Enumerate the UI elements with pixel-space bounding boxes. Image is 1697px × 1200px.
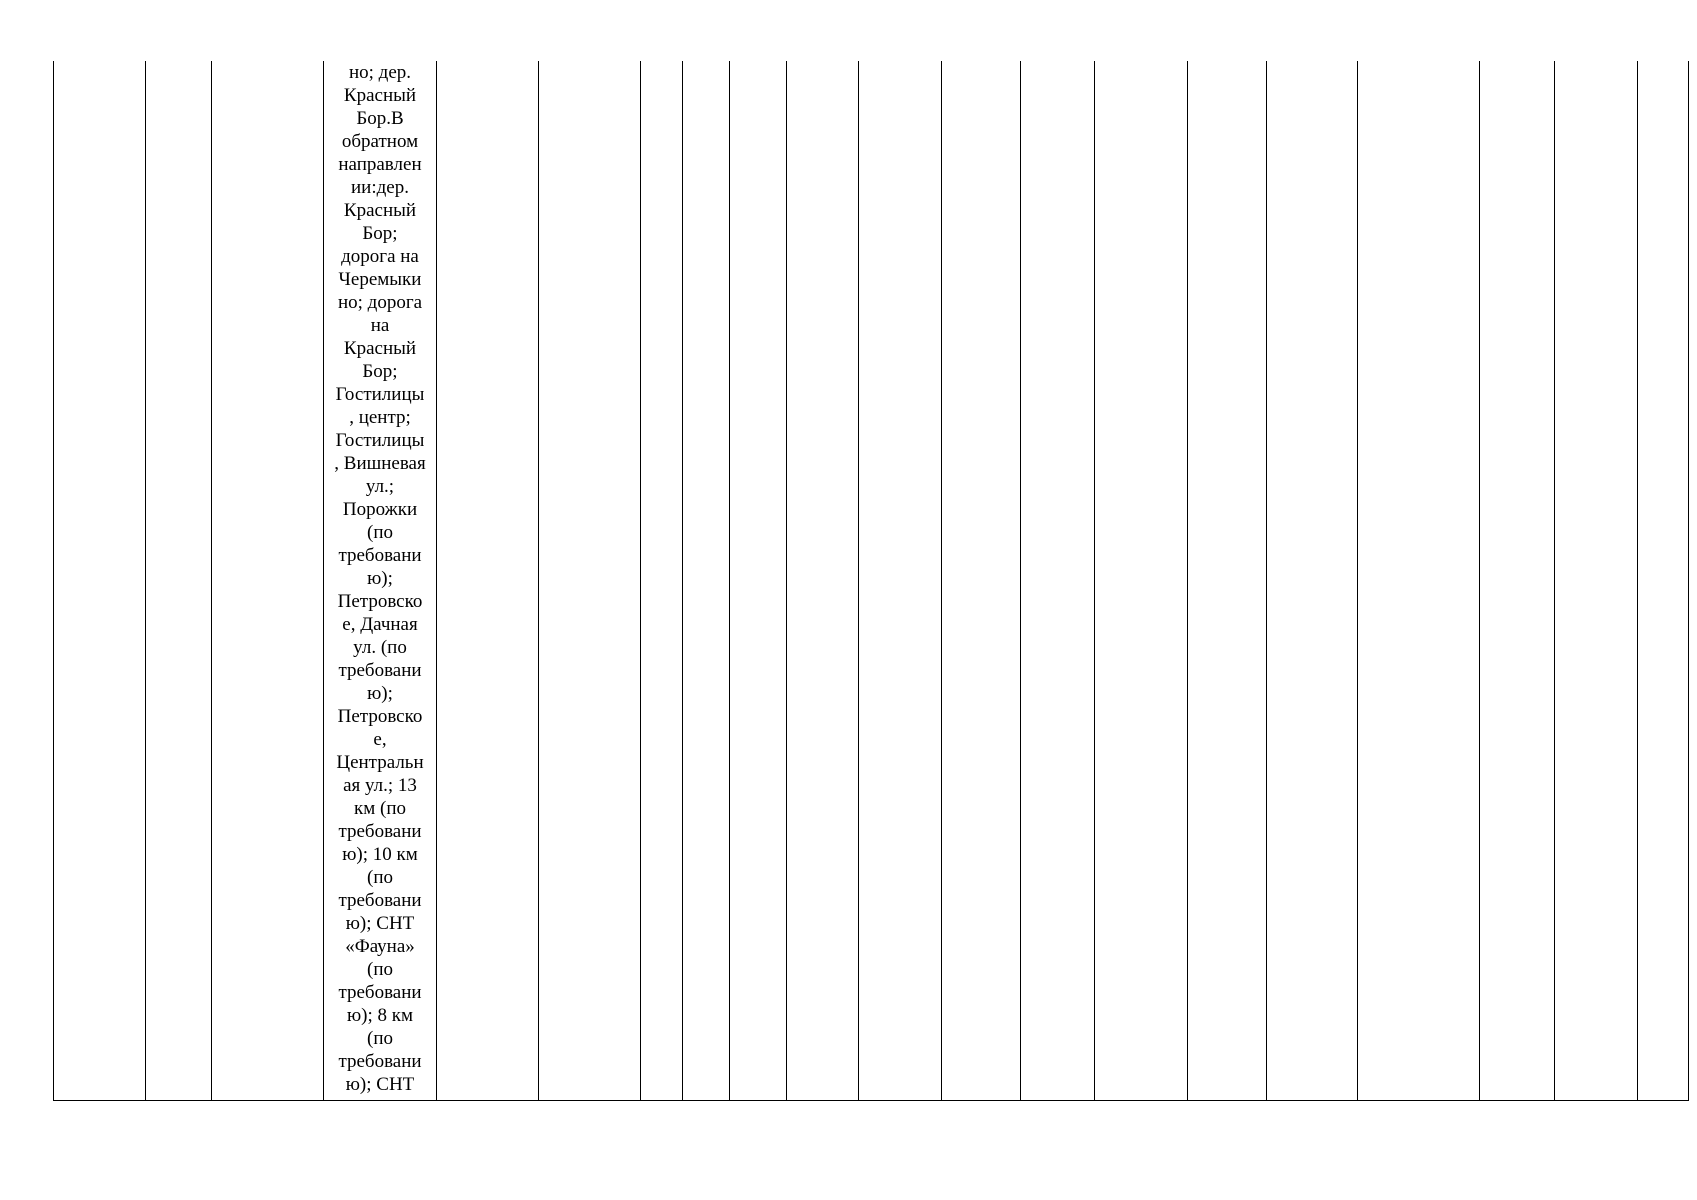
table-cell-12 [942, 61, 1021, 1101]
table-cell-16 [1267, 61, 1358, 1101]
table-cell-18 [1480, 61, 1555, 1101]
table-cell-11 [859, 61, 942, 1101]
table-cell-15 [1188, 61, 1267, 1101]
table-cell-8 [683, 61, 730, 1101]
table-cell-6 [539, 61, 641, 1101]
table-cell-14 [1095, 61, 1188, 1101]
table-cell-5 [437, 61, 539, 1101]
table-cell-17 [1358, 61, 1480, 1101]
table-cell-9 [730, 61, 787, 1101]
table-cell-20 [1638, 61, 1689, 1101]
route-stops-cell: но; дер. Красный Бор.В обратном направлен ии:дер. Красный Бор; дорога на Черемыки но; дорога на Красный Бор; Гостилицы , центр; Гостилицы , Вишневая ул.; Порожки (по требовани ю); Петровско е, Дачная ул. (по требовани ю); Петровско е, Центральн ая ул.; 13 км (по требовани ю); 10 км (по требовани ю); СНТ «Фауна» (по требовани ю); 8 км (по требовани ю); СНТ [324, 61, 437, 1101]
table-cell-7 [641, 61, 683, 1101]
table-cell-10 [787, 61, 859, 1101]
table-cell-3 [212, 61, 324, 1101]
table-cell-1 [54, 61, 146, 1101]
table-cell-13 [1021, 61, 1095, 1101]
table-row [54, 61, 1689, 1101]
table-cell-2 [146, 61, 212, 1101]
route-table [53, 61, 1689, 1101]
table-cell-19 [1555, 61, 1638, 1101]
